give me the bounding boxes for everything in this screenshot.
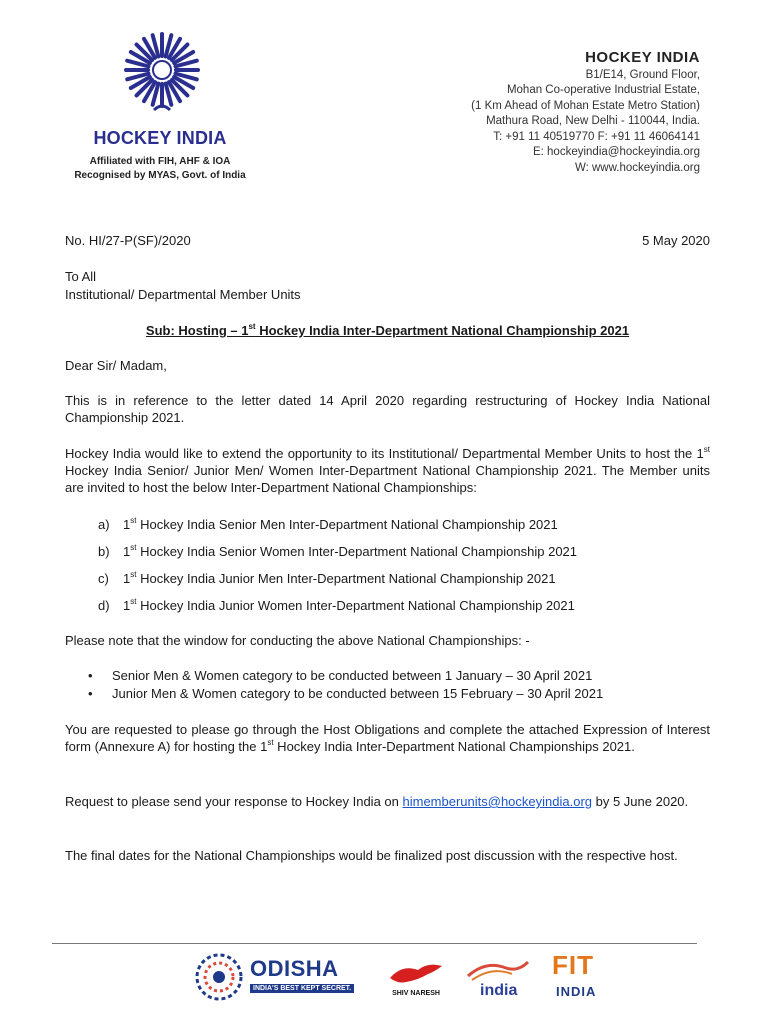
paragraph-invitation: Hockey India would like to extend the opportunity to its Institutional/ Departmental Member Units to host the 1st Hockey India Senior/ Junior Men/ Women Inter-Department National Championship 2021. The Member units are invited to host the below Inter-Department National Championships: [65, 444, 710, 495]
paragraph-host-obligations: You are requested to please go through the Host Obligations and complete the attached Expression of Interest form (Annexure A) for hosting the 1st Hockey India Inter-Department National Championships 2021. [65, 722, 710, 754]
list-item: b) 1st Hockey India Senior Women Inter-Department National Championship 2021 [98, 542, 578, 559]
address-line: B1/E14, Ground Floor, [585, 68, 700, 81]
recipient-line-1: To All [65, 269, 97, 284]
address-line: Mohan Co-operative Industrial Estate, [506, 84, 700, 96]
shiv-naresh-name: SHIV NARESH [392, 990, 440, 997]
email-link[interactable]: himemberunits@hockeyindia.org [402, 794, 593, 809]
footer-divider [52, 943, 697, 944]
paragraph-final-dates: The final dates for the National Championships would be finalized post discussion with the respective host. [65, 848, 678, 863]
odisha-name: ODISHA [250, 956, 339, 981]
odisha-logo [194, 950, 364, 1006]
email-line: E: hockeyindia@hockeyindia.org [532, 146, 700, 158]
list-item: • Junior Men & Women category to be conducted between 15 February – 30 April 2021 [88, 686, 604, 701]
paragraph-reference: This is in reference to the letter dated 14 April 2020 regarding restructuring of Hockey India National Championship 2021. [65, 393, 710, 425]
fit-india-logo [550, 950, 610, 1006]
logo-name: HOCKEY INDIA [93, 128, 227, 148]
paragraph-response: Request to please send your response to Hockey India on himemberunits@hockeyindia.org by 5 June 2020. [65, 794, 689, 809]
affiliation-text: Affiliated with FIH, AHF & IOA [89, 156, 231, 167]
recognition-text: Recognised by MYAS, Govt. of India [74, 170, 246, 181]
fit-wordmark: FIT [552, 950, 594, 980]
window-intro: Please note that the window for conducting the above National Championships: - [65, 633, 530, 648]
hockey-india-emblem-icon [122, 28, 202, 120]
phone-line: T: +91 11 40519770 F: +91 11 46064141 [493, 130, 700, 143]
shiv-naresh-logo [386, 950, 446, 1006]
leaping-tiger-icon [388, 960, 444, 988]
sports-india-name: india [480, 982, 518, 999]
letterhead-address [471, 50, 700, 176]
fit-india-name: INDIA [556, 984, 597, 999]
sports-authority-logo [462, 950, 534, 1006]
list-item: a) 1st Hockey India Senior Men Inter-Department National Championship 2021 [98, 515, 558, 532]
reference-row [65, 232, 710, 249]
subject-line: Sub: Hosting – 1st Hockey India Inter-Department National Championship 2021 [145, 321, 630, 338]
list-item: d) 1st Hockey India Junior Women Inter-Department National Championship 2021 [98, 596, 575, 613]
sports-swoosh-icon [466, 958, 530, 982]
list-item: c) 1st Hockey India Junior Men Inter-Department National Championship 2021 [98, 569, 556, 586]
odisha-tagline: INDIA'S BEST KEPT SECRET. [250, 984, 354, 993]
list-item: • Senior Men & Women category to be conducted between 1 January – 30 April 2021 [88, 668, 593, 683]
salutation: Dear Sir/ Madam, [65, 358, 167, 373]
address-line: Mathura Road, New Delhi - 110044, India. [486, 115, 700, 127]
address-line: (1 Km Ahead of Mohan Estate Metro Station) [471, 99, 700, 112]
website-line: W: www.hockeyindia.org [574, 161, 700, 174]
letter-date: 5 May 2020 [642, 233, 710, 248]
odisha-emblem-icon [194, 952, 244, 1002]
org-name: HOCKEY INDIA [585, 49, 700, 66]
reference-number: No. HI/27-P(SF)/2020 [65, 233, 191, 248]
recipient-line-2: Institutional/ Departmental Member Units [65, 287, 301, 302]
